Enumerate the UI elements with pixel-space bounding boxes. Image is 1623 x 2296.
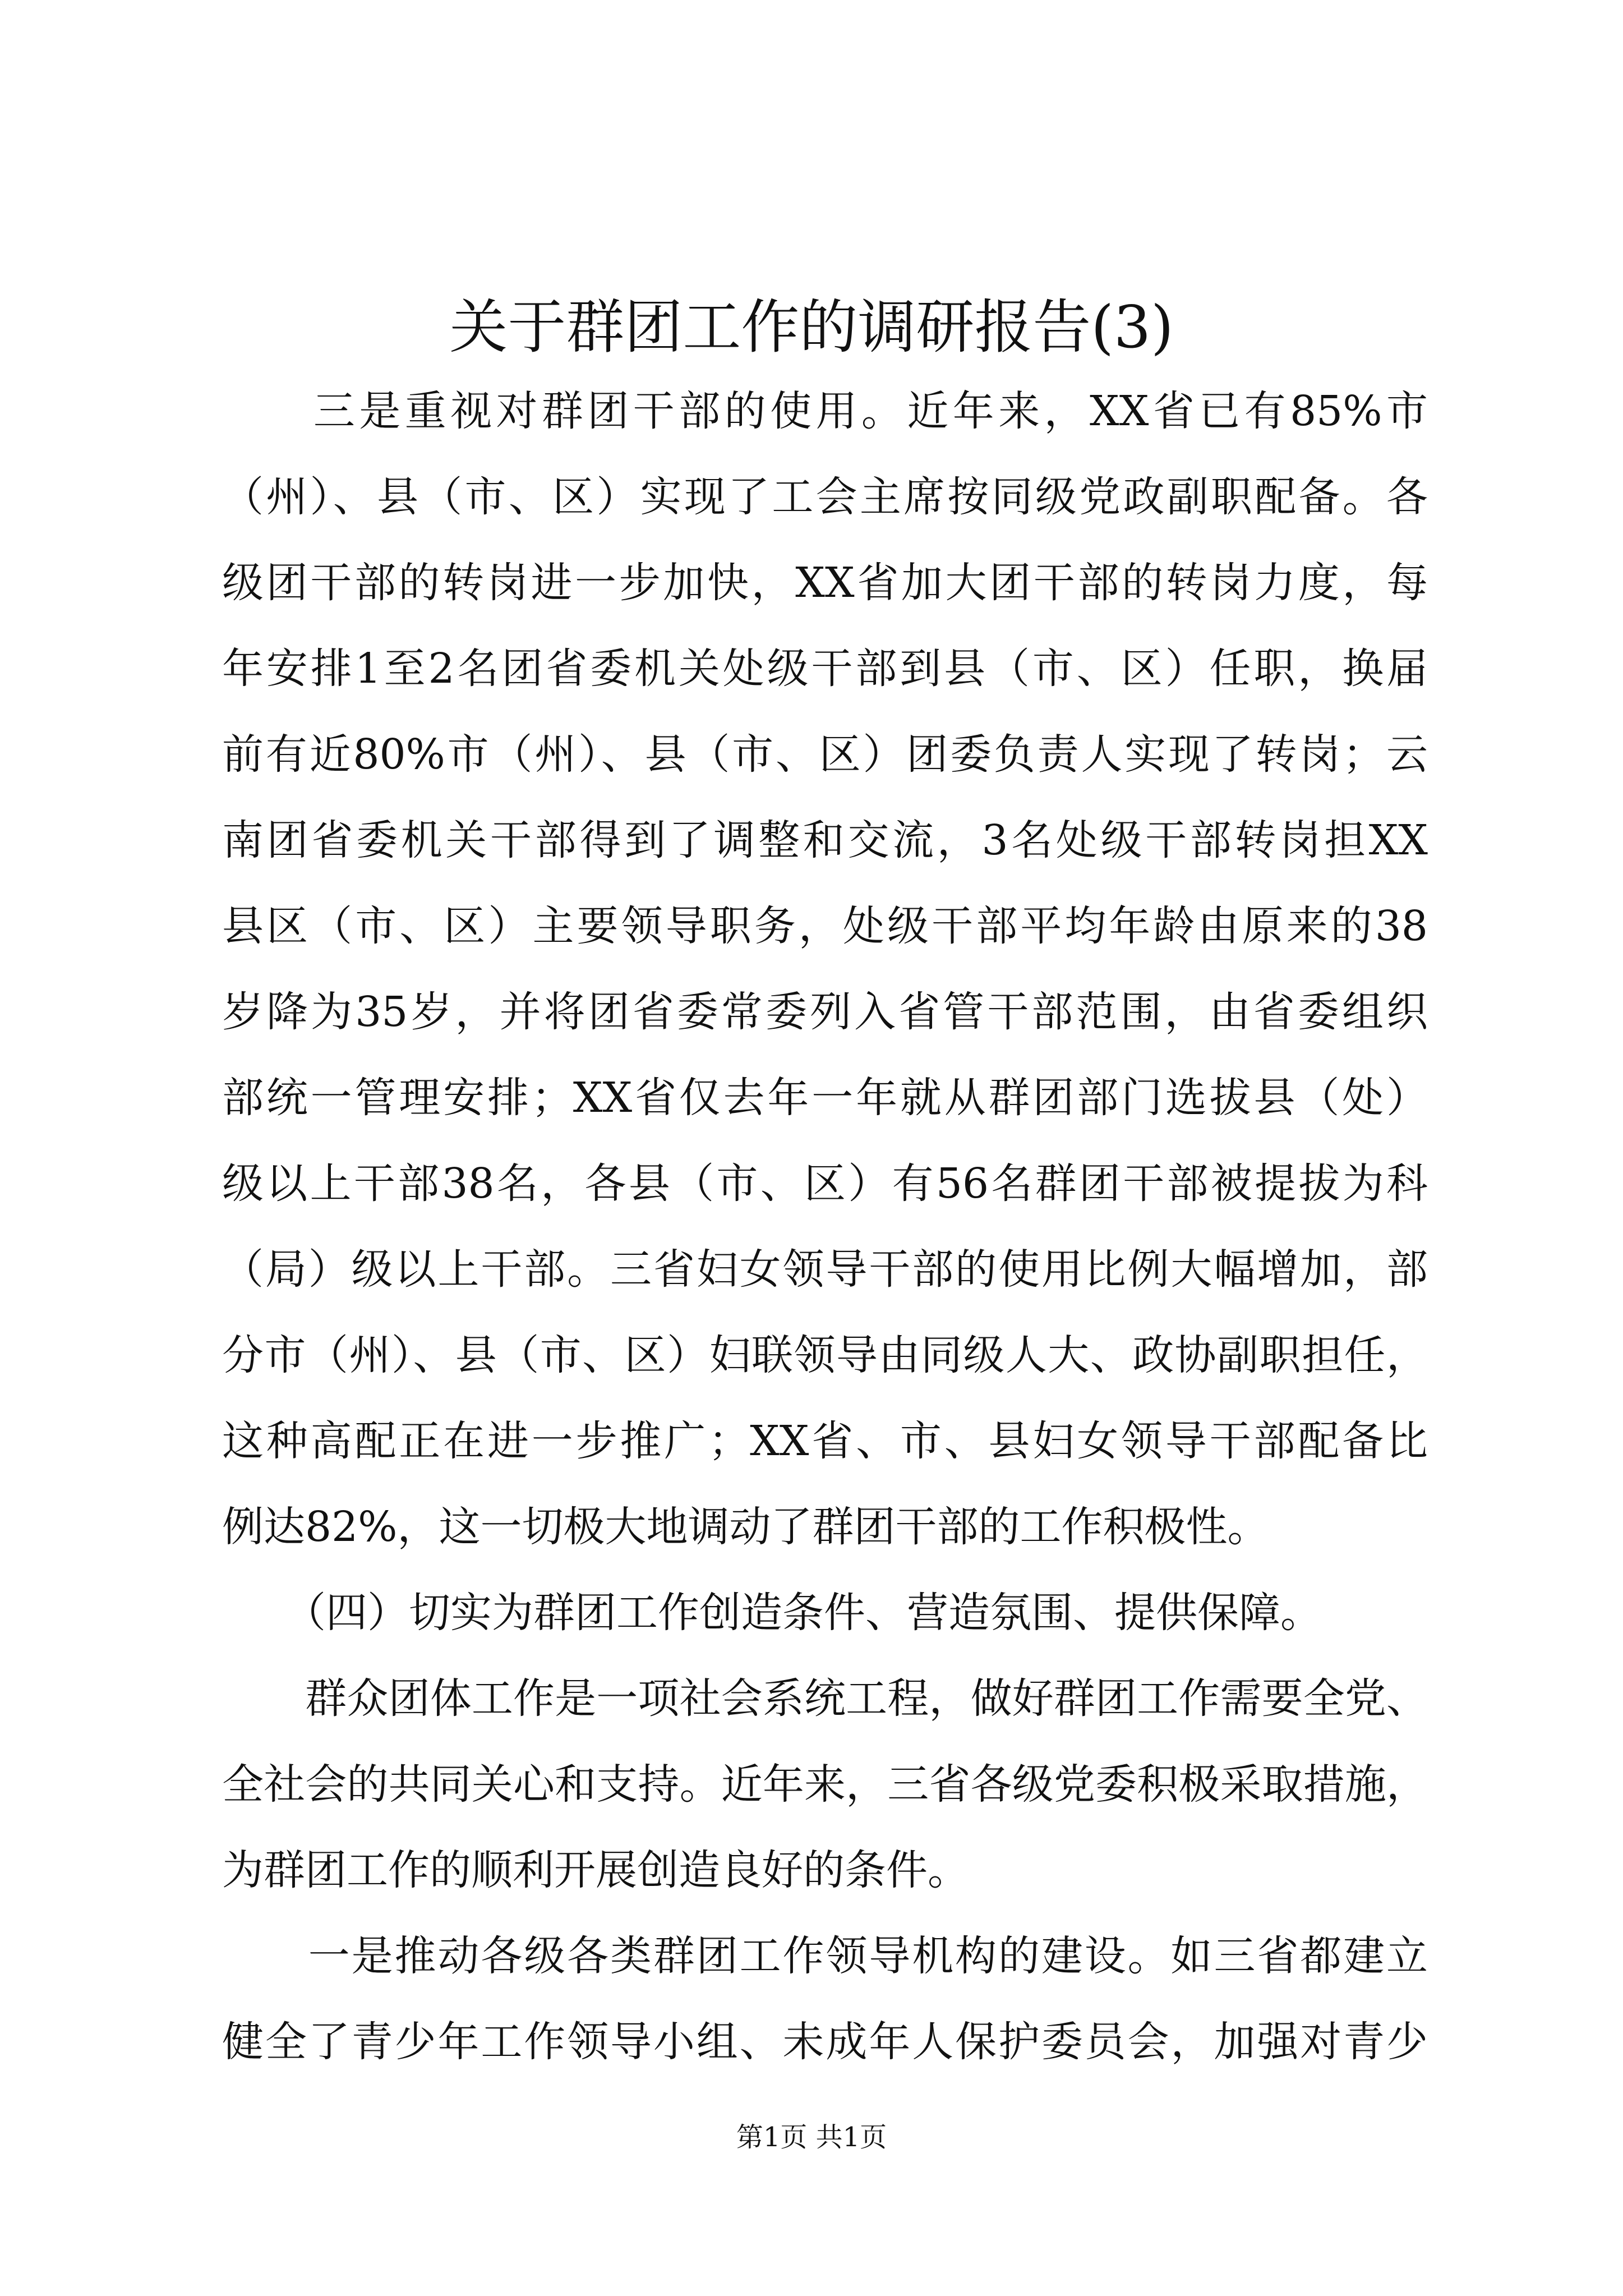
body-line: 分市（州）、县（市、区）妇联领导由同级人大、政协副职担任， (222, 1331, 1428, 1379)
body-line: 年安排1至2名团省委机关处级干部到县（市、区）任职，换届 (222, 645, 1428, 693)
body-line: 三是重视对群团干部的使用。近年来，XX省已有85%市 (222, 387, 1428, 435)
body-line: 级团干部的转岗进一步加快，XX省加大团干部的转岗力度，每 (222, 559, 1428, 607)
page-number: 第1页 共1页 (736, 2122, 887, 2153)
body-line: 群众团体工作是一项社会系统工程，做好群团工作需要全党、 (222, 1674, 1428, 1723)
body-line: 健全了青少年工作领导小组、未成年人保护委员会，加强对青少 (222, 2018, 1428, 2066)
body-line: 这种高配正在进一步推广；XX省、市、县妇女领导干部配备比 (222, 1417, 1428, 1465)
body-line: 为群团工作的顺利开展创造良好的条件。 (222, 1846, 969, 1894)
body-line: 例达82%，这一切极大地调动了群团干部的工作积极性。 (222, 1503, 1269, 1551)
body-line: 全社会的共同关心和支持。近年来，三省各级党委积极采取措施， (222, 1760, 1428, 1809)
body-line: 岁降为35岁，并将团省委常委列入省管干部范围，由省委组织 (222, 988, 1428, 1036)
body-line: 部统一管理安排；XX省仅去年一年就从群团部门选拔县（处） (222, 1074, 1428, 1122)
body-line: 南团省委机关干部得到了调整和交流，3名处级干部转岗担XX (222, 816, 1428, 864)
section-heading: （四）切实为群团工作创造条件、营造氛围、提供保障。 (222, 1589, 1322, 1637)
body-line: （局）级以上干部。三省妇女领导干部的使用比例大幅增加，部 (222, 1245, 1428, 1294)
body-line: （州）、县（市、区）实现了工会主席按同级党政副职配备。各 (222, 473, 1428, 521)
body-line: 级以上干部38名，各县（市、区）有56名群团干部被提拔为科 (222, 1159, 1428, 1208)
document-title: 关于群团工作的调研报告(3) (449, 293, 1174, 361)
body-line: 一是推动各级各类群团工作领导机构的建设。如三省都建立 (222, 1932, 1428, 1980)
body-line: 县区（市、区）主要领导职务，处级干部平均年龄由原来的38 (222, 902, 1428, 950)
body-line: 前有近80%市（州）、县（市、区）团委负责人实现了转岗；云 (222, 730, 1428, 779)
